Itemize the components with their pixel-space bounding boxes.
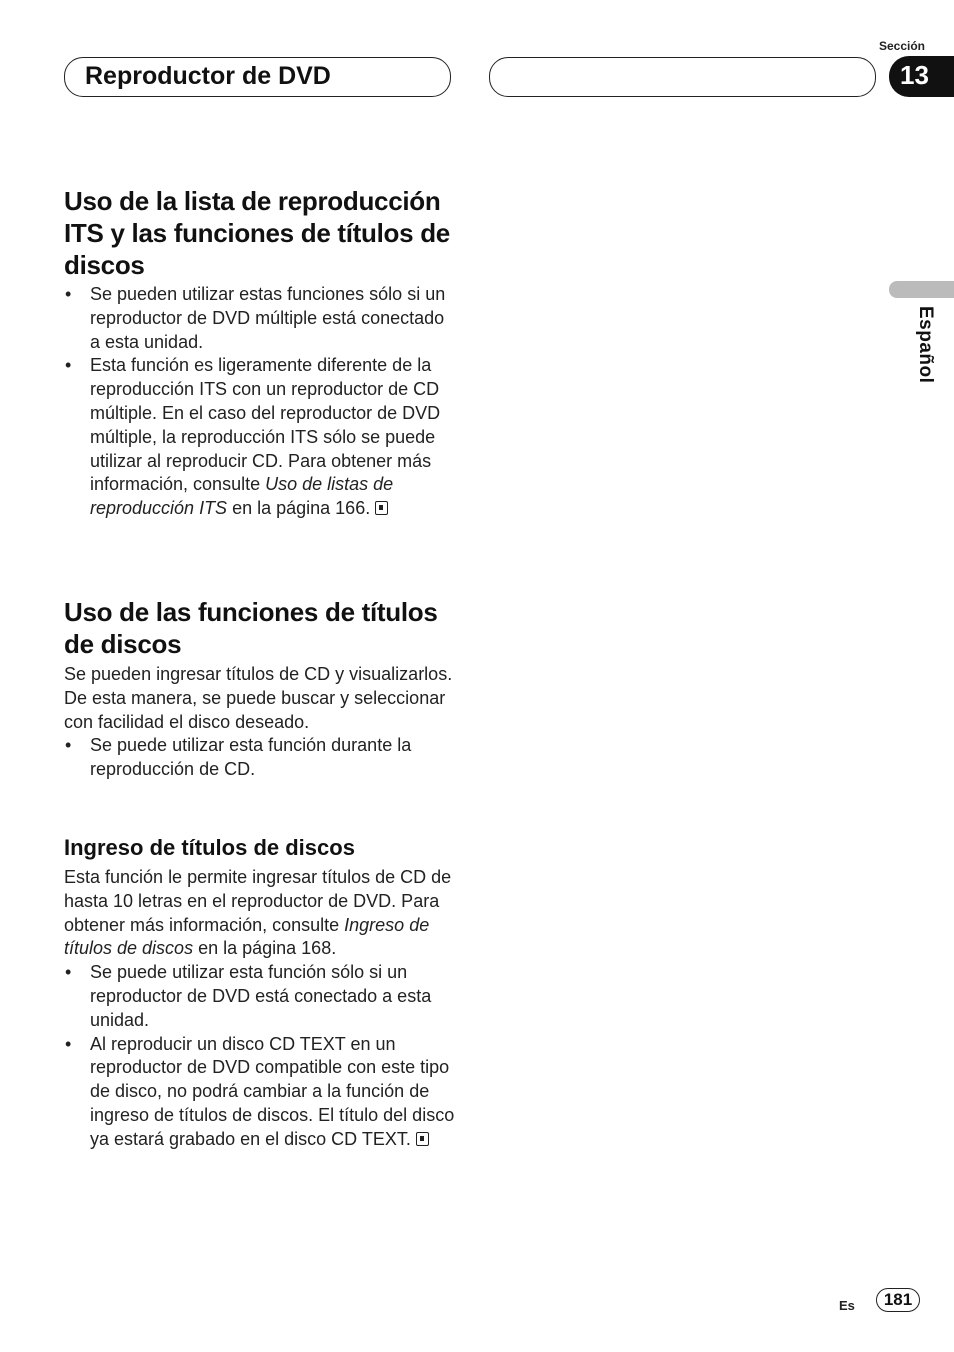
header-title-frame xyxy=(64,57,451,97)
header-blank-frame xyxy=(489,57,876,97)
bullet-text: Al reproducir un disco CD TEXT en un reproductor de DVD compatible con este tipo de disco, no podrá cambiar a la función de ingreso de títulos de discos. El título del disco ya estará grabado en el disco CD TEXT. xyxy=(90,1033,455,1149)
page-reference: Ingreso de títulos de discos xyxy=(64,914,430,959)
section-label: Sección xyxy=(878,39,926,53)
list-item xyxy=(64,354,456,521)
footer-language-code: Es xyxy=(839,1298,855,1313)
section-heading: Uso de las funciones de títulos de discos xyxy=(64,597,438,659)
page-number: 181 xyxy=(876,1288,920,1312)
header-title: Reproductor de DVD xyxy=(85,62,331,90)
list-item: • Se puede utilizar esta función durante la reproducción de CD. xyxy=(64,734,456,782)
section-heading: Uso de la lista de reproducción ITS y las funciones de títulos de discos xyxy=(64,186,450,280)
section-disc-titles xyxy=(64,596,456,782)
section-its-titles xyxy=(64,185,456,521)
bullet-text-tail: en la página 166. xyxy=(227,498,371,519)
end-mark-icon xyxy=(416,1132,429,1146)
end-mark-icon xyxy=(375,501,388,515)
section-intro xyxy=(64,866,456,961)
language-tab xyxy=(889,281,954,298)
section-intro: Se pueden ingresar títulos de CD y visualizarlos. De esta manera, se puede buscar y seleccionar con facilidad el disco deseado. xyxy=(64,664,453,732)
list-item xyxy=(64,1033,456,1152)
bullet-list xyxy=(64,283,456,521)
bullet-list xyxy=(64,734,456,782)
section-tab xyxy=(889,56,954,97)
section-entering-titles xyxy=(64,834,456,1152)
list-item: • Se pueden utilizar estas funciones sólo si un reproductor de DVD múltiple está conectado a esta unidad. xyxy=(64,283,456,354)
bullet-list xyxy=(64,961,456,1151)
bullet-text: Esta función es ligeramente diferente de la reproducción ITS con un reproductor de CD múltiple. En el caso del reproductor de DVD múltiple, la reproducción ITS sólo se puede utilizar al reproducir CD. Para obtener más información, consulte xyxy=(90,355,441,495)
intro-text-tail: en la página 168. xyxy=(193,938,337,959)
language-label: Español xyxy=(915,306,936,384)
list-item: • Se puede utilizar esta función sólo si un reproductor de DVD está conectado a esta unidad. xyxy=(64,961,456,1032)
intro-text: Esta función le permite ingresar títulos de CD de hasta 10 letras en el reproductor de DVD. Para obtener más información, consulte xyxy=(64,867,452,935)
page-reference: Uso de listas de reproducción ITS xyxy=(90,474,394,519)
section-number: 13 xyxy=(900,60,929,90)
subsection-heading: Ingreso de títulos de discos xyxy=(64,835,355,860)
